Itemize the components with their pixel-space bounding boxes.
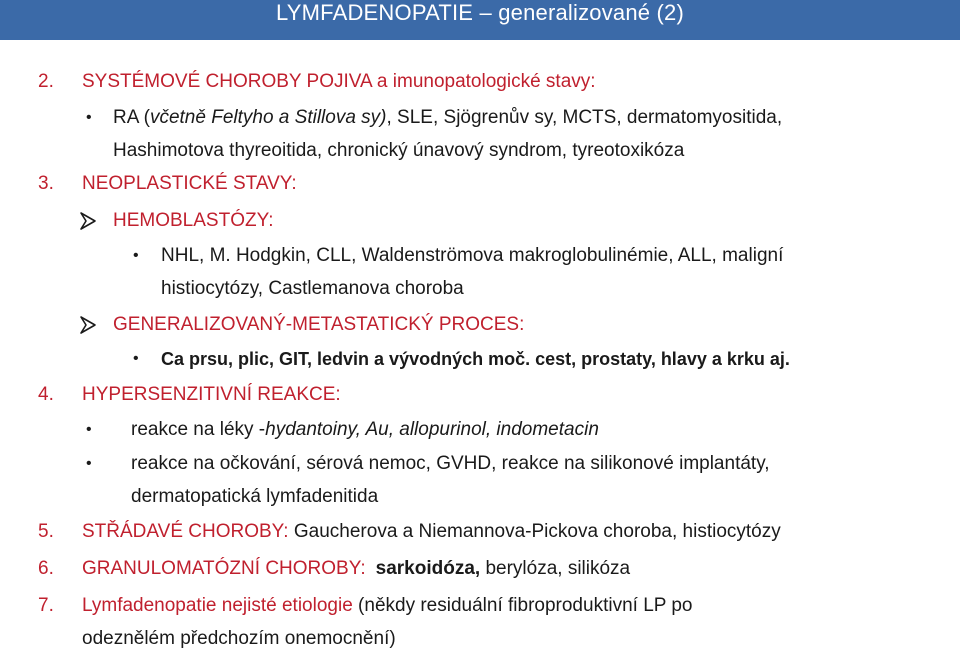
slide-title: LYMFADENOPATIE – generalizované (2) (275, 0, 685, 25)
section-2-item-text-a: RA ( (113, 107, 150, 128)
section-5-heading: STŘÁDAVÉ CHOROBY: (82, 521, 289, 542)
section-2-item-line-1 (113, 106, 782, 130)
section-6-text: berylóza, silikóza (480, 558, 631, 579)
section-5-line (38, 520, 781, 544)
bullet-icon: • (133, 350, 139, 367)
section-4-item-1-text-b: hydantoiny, Au, allopurinol, indometacin (265, 419, 599, 440)
section-4-item-1 (131, 418, 599, 442)
section-4-item-2-line-1: reakce na očkování, sérová nemoc, GVHD, reakce na silikonové implantáty, (131, 453, 770, 474)
section-6-line (38, 557, 630, 581)
bullet-icon: • (86, 455, 92, 472)
section-4-number: 4. (38, 384, 54, 405)
section-2-heading-line (38, 70, 596, 94)
section-7-line-1 (38, 594, 693, 618)
section-2-item-line-2: Hashimotova thyreoitida, chronický únavový syndrom, tyreotoxikóza (113, 140, 685, 161)
arrow-bullet-icon (78, 313, 98, 337)
section-3-sub-1-item-line-1: NHL, M. Hodgkin, CLL, Waldenströmova makroglobulinémie, ALL, maligní (161, 245, 784, 266)
section-7-heading: Lymfadenopatie nejisté etiologie (82, 595, 353, 616)
section-6-number: 6. (38, 558, 54, 579)
section-6-heading: GRANULOMATÓZNÍ CHOROBY: (82, 558, 366, 579)
section-4-item-2-line-2: dermatopatická lymfadenitida (131, 486, 379, 507)
section-6-text-bold: sarkoidóza, (375, 558, 481, 579)
section-2-item-text-c: , SLE, Sjögrenův sy, MCTS, dermatomyositida, (386, 107, 783, 128)
bullet-icon: • (86, 109, 92, 126)
section-4-heading-line (38, 383, 341, 407)
section-3-number: 3. (38, 173, 54, 194)
bullet-icon: • (133, 247, 139, 264)
section-3-sub-1-item-line-2: histiocytózy, Castlemanova choroba (161, 278, 464, 299)
section-3-heading-line (38, 172, 297, 196)
section-5-number: 5. (38, 521, 54, 542)
section-4-heading: HYPERSENZITIVNÍ REAKCE: (82, 384, 341, 405)
section-2-item-text-b: včetně Feltyho a Stillova sy) (149, 107, 387, 128)
section-3-heading: NEOPLASTICKÉ STAVY: (82, 173, 297, 194)
section-2-number: 2. (38, 71, 54, 92)
section-4-item-1-text-a: reakce na léky - (131, 419, 266, 440)
section-3-sub-2-heading: GENERALIZOVANÝ-METASTATICKÝ PROCES: (113, 314, 525, 335)
section-7-text-line-1: (někdy residuální fibroproduktivní LP po (352, 595, 693, 616)
section-5-text: Gaucherova a Niemannova-Pickova choroba, histiocytózy (288, 521, 781, 542)
section-3-sub-2-item: Ca prsu, plic, GIT, ledvin a vývodných moč. cest, prostaty, hlavy a krku aj. (161, 349, 790, 369)
section-7-text-line-2: odeznělém předchozím onemocnění) (82, 628, 396, 649)
section-2-heading: SYSTÉMOVÉ CHOROBY POJIVA a imunopatologické stavy: (82, 71, 596, 92)
arrow-bullet-icon (78, 209, 98, 233)
section-3-sub-1-heading: HEMOBLASTÓZY: (113, 210, 274, 231)
bullet-icon: • (86, 421, 92, 438)
section-7-number: 7. (38, 595, 54, 616)
